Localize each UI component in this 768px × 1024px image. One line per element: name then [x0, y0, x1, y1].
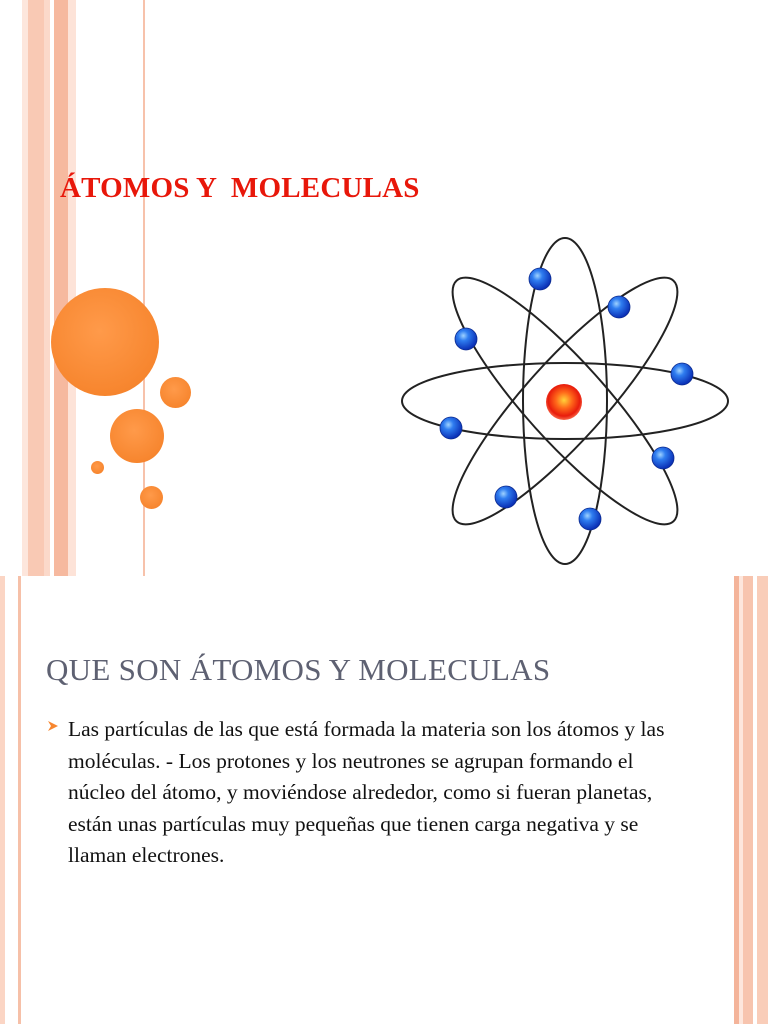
- slide-title: QUE SON ÁTOMOS Y MOLECULAS: [46, 652, 551, 687]
- bullet-text: Las partículas de las que está formada la materia son los átomos y las moléculas. - Los protones y los neutrones se agrupan formando el núcleo del átomo, y moviéndose alrededor, como si fueran planetas, están unas partículas muy pequeñas que tienen carga negativa y se llaman electrones.: [68, 717, 665, 867]
- decorative-stripe: [18, 576, 21, 1024]
- nucleus: [546, 384, 582, 420]
- decorative-stripe: [0, 576, 5, 1024]
- decorative-stripe: [28, 0, 44, 576]
- decorative-circle-small: [140, 486, 163, 509]
- content-slide: [0, 576, 768, 1024]
- electron: [455, 328, 477, 350]
- decorative-circle-medium: [110, 409, 164, 463]
- electron: [671, 363, 693, 385]
- decorative-stripe: [68, 0, 76, 576]
- electron: [495, 486, 517, 508]
- decorative-stripe: [757, 576, 768, 1024]
- electron: [608, 296, 630, 318]
- decorative-stripe: [54, 0, 68, 576]
- bullet-list: [46, 714, 666, 872]
- decorative-stripe: [743, 576, 753, 1024]
- electron: [529, 268, 551, 290]
- decorative-circle-small: [160, 377, 191, 408]
- electron: [652, 447, 674, 469]
- decorative-circle-large: [51, 288, 159, 396]
- electron: [440, 417, 462, 439]
- electron: [579, 508, 601, 530]
- list-item: [46, 714, 666, 872]
- atom-diagram-icon: [400, 234, 734, 566]
- arrowhead-bullet-icon: [46, 719, 60, 733]
- slide-title: ÁTOMOS Y MOLECULAS: [60, 172, 420, 204]
- decorative-circle-tiny: [91, 461, 104, 474]
